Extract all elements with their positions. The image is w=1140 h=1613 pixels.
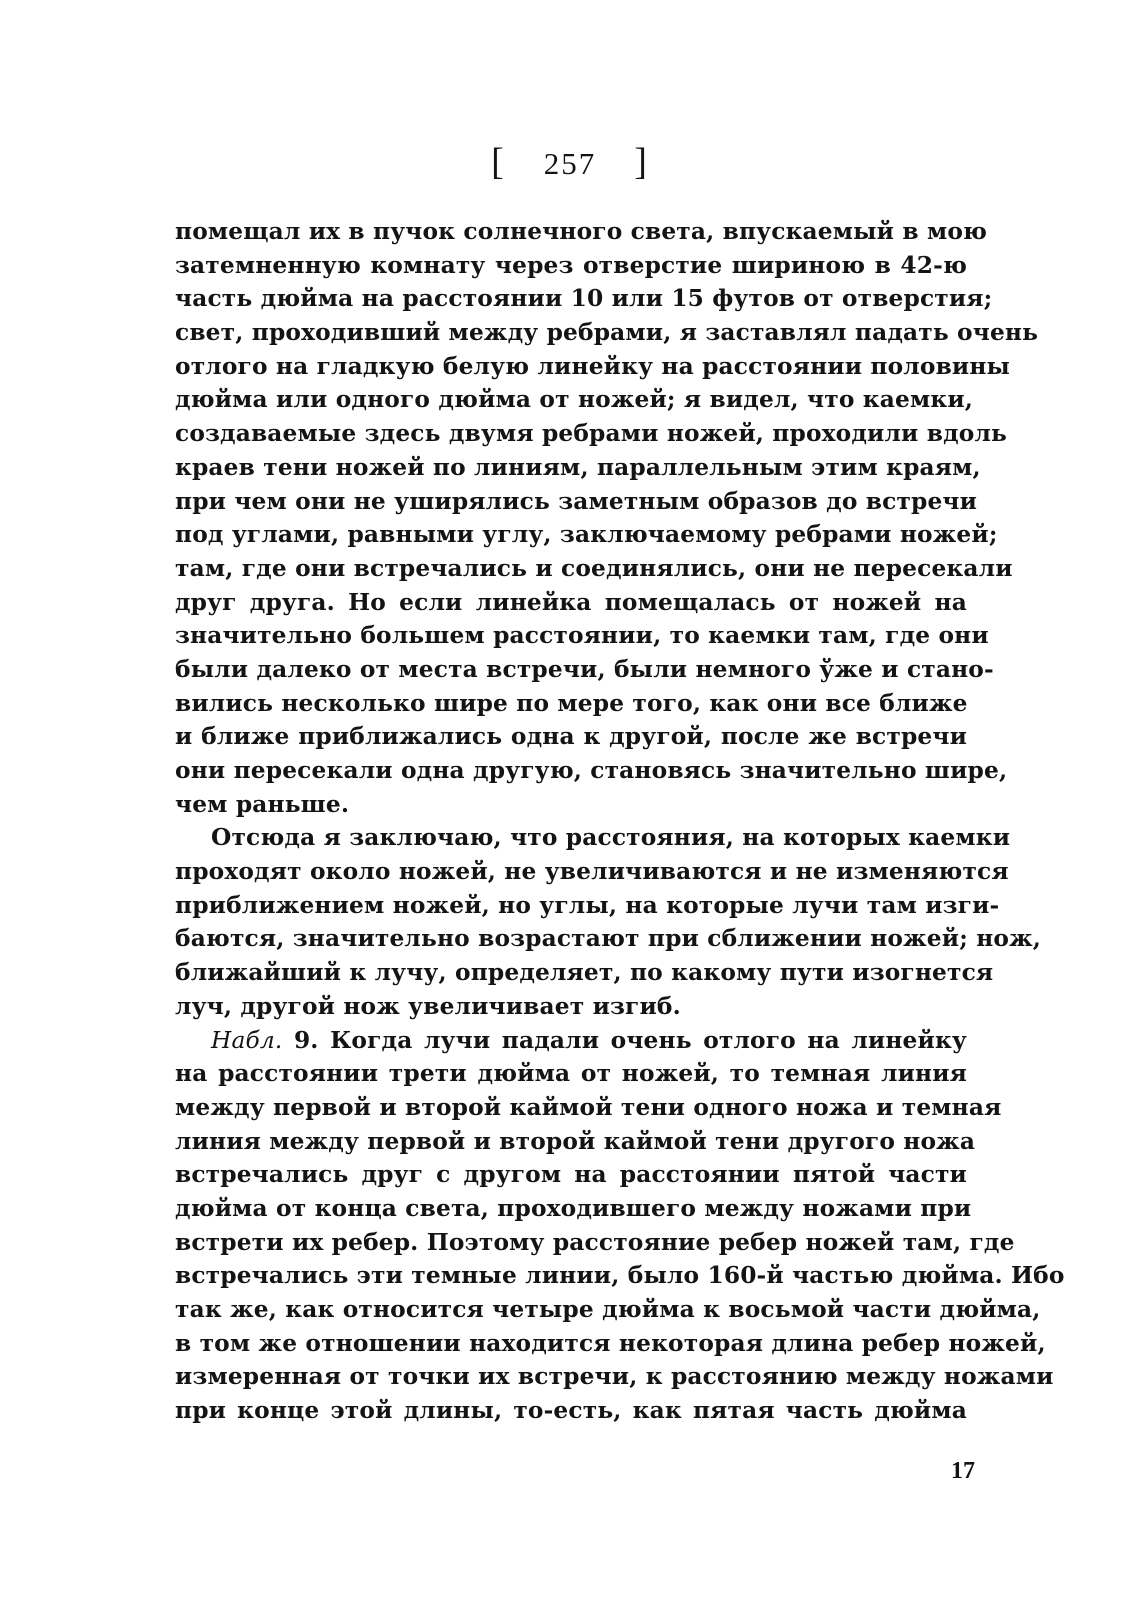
text-line: между первой и второй каймой тени одного ножа и темная — [175, 1093, 1002, 1121]
text-line: встречались друг с другом на расстоянии пятой части — [175, 1161, 967, 1189]
observation-first-line: 9. Когда лучи падали очень отлого на линейку — [282, 1026, 967, 1054]
text-line: встречались эти темные линии, было 160-й частью дюйма. Ибо — [175, 1262, 1065, 1290]
page-number-close-bracket: ] — [634, 141, 649, 183]
text-line: проходят около ножей, не увеличиваются и не изменяются — [175, 858, 1009, 886]
text-line: так же, как относится четыре дюйма к восьмой части дюйма, — [175, 1296, 1041, 1323]
page-number-header — [0, 140, 1140, 184]
text-line: при чем они не уширялись заметным образов до встречи — [175, 487, 978, 515]
text-line: помещал их в пучок солнечного света, впускаемый в мою — [175, 218, 988, 245]
text-line: ближайший к лучу, определяет, по какому пути изогнется — [175, 959, 994, 987]
text-line: на расстоянии трети дюйма от ножей, то темная линия — [175, 1060, 967, 1088]
text-line: значительно большем расстоянии, то каемки там, где они — [175, 622, 989, 650]
text-line: в том же отношении находится некоторая длина ребер ножей, — [175, 1329, 1046, 1357]
text-line: и ближе приближались одна к другой, после же встречи — [175, 723, 967, 751]
text-line: отлого на гладкую белую линейку на расстоянии половины — [175, 352, 1011, 380]
text-line: друг друга. Но если линейка помещалась от ножей на — [175, 588, 967, 616]
text-line: были далеко от места встречи, были немного ўже и стано- — [175, 655, 994, 683]
text-line: свет, проходивший между ребрами, я заставлял падать очень — [175, 319, 1039, 347]
text-line: встрети их ребер. Поэтому расстояние ребер ножей там, где — [175, 1228, 1015, 1256]
signature-mark: 17 — [951, 1458, 975, 1484]
text-line: часть дюйма на расстоянии 10 или 15 футов от отверстия; — [175, 285, 993, 313]
text-line: дюйма от конца света, проходившего между ножами при — [175, 1194, 972, 1222]
text-line: вились несколько шире по мере того, как они все ближе — [175, 689, 968, 717]
text-line: луч, другой нож увеличивает изгиб. — [175, 992, 681, 1020]
text-line: там, где они встречались и соединялись, они не пересекали — [175, 554, 1013, 582]
page-number-open-bracket: [ — [491, 141, 506, 183]
text-line: дюйма или одного дюйма от ножей; я видел, что каемки, — [175, 386, 974, 414]
paragraph-observation-9 — [175, 1024, 1065, 1428]
page-number: 257 — [543, 146, 597, 181]
paragraph-1 — [175, 215, 1039, 821]
text-line: измеренная от точки их встречи, к расстоянию между ножами — [175, 1363, 1054, 1391]
observation-label: Набл. — [211, 1026, 283, 1054]
text-line: при конце этой длины, то-есть, как пятая часть дюйма — [175, 1397, 967, 1425]
text-line — [175, 1024, 967, 1058]
text-line: они пересекали одна другую, становясь значительно шире, — [175, 757, 1008, 784]
body-text — [175, 215, 1065, 1428]
text-line: создаваемые здесь двумя ребрами ножей, проходили вдоль — [175, 420, 1007, 448]
text-line: баются, значительно возрастают при сближении ножей; нож, — [175, 925, 1042, 953]
text-line: затемненную комнату через отверстие шириною в 42-ю — [175, 251, 967, 279]
text-line: чем раньше. — [175, 790, 350, 818]
text-line: Отсюда я заключаю, что расстояния, на которых каемки — [211, 824, 1011, 852]
paragraph-2 — [175, 821, 1042, 1023]
text-line: краев тени ножей по линиям, параллельным этим краям, — [175, 453, 981, 481]
text-line: под углами, равными углу, заключаемому ребрами ножей; — [175, 521, 998, 549]
text-line: приближением ножей, но углы, на которые лучи там изги- — [175, 891, 1000, 919]
text-line: линия между первой и второй каймой тени другого ножа — [175, 1127, 976, 1155]
